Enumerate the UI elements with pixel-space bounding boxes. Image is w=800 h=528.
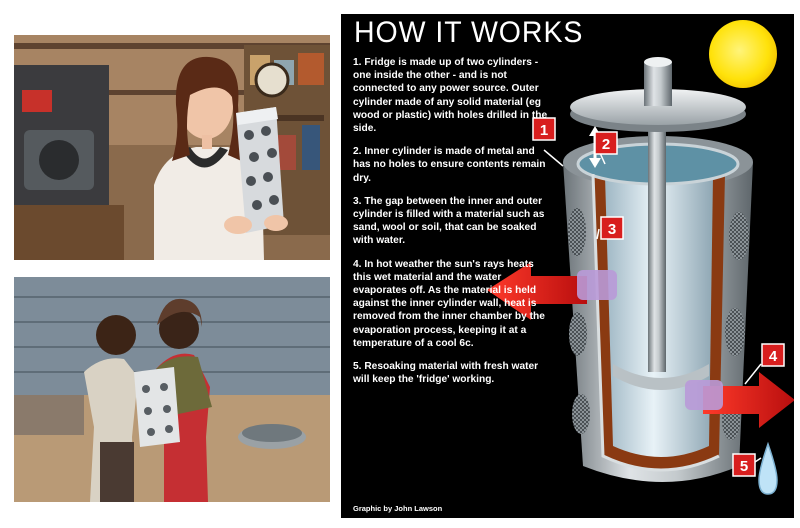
sun-icon [709,20,777,88]
label-2-text: 2 [601,136,611,153]
step-4: 4. In hot weather the sun's rays heats this wet material and the water evaporates off. As the material is held against the inner cylinder wall, heat is removed from the inner chamber by the evaporation process, keeping it at a temperature of a cool 6c. [353,258,545,349]
step-5: 5. Resoaking material with fresh water will keep the 'fridge' working. [353,361,539,386]
label-1-text: 1 [539,122,549,139]
how-it-works-panel [341,14,794,518]
central-shaft [648,122,666,372]
photo-children-holding-fridge [14,277,330,502]
step-1: 1. Fridge is made up of two cylinders - one inside the other - and is not connected to any power source. Outer cylinder made of any solid material (eg wood or plastic) with holes drilled in the side. [353,57,548,135]
label-5-text: 5 [739,458,749,475]
photo-woman-holding-fridge-image [14,35,330,260]
graphic-credit: Graphic by John Lawson [353,504,443,513]
water-drop-icon [759,444,777,494]
label-2 [595,132,617,154]
panel-title: HOW IT WORKS [354,16,584,49]
label-3-text: 3 [607,221,617,238]
label-4-text: 4 [768,348,778,365]
photo-woman-holding-fridge [14,35,330,260]
label-4 [762,344,784,366]
lid-handle [644,62,672,106]
photo-children-holding-fridge-image [14,277,330,502]
label-3 [601,217,623,239]
step-2: 2. Inner cylinder is made of metal and has no holes to ensure contents remain dry. [353,146,546,184]
steps-list [353,56,553,396]
step-3: 3. The gap between the inner and outer cylinder is filled with a material such as sand, wool or soil, that can be soaked with water. [353,195,545,247]
label-5 [733,454,755,476]
